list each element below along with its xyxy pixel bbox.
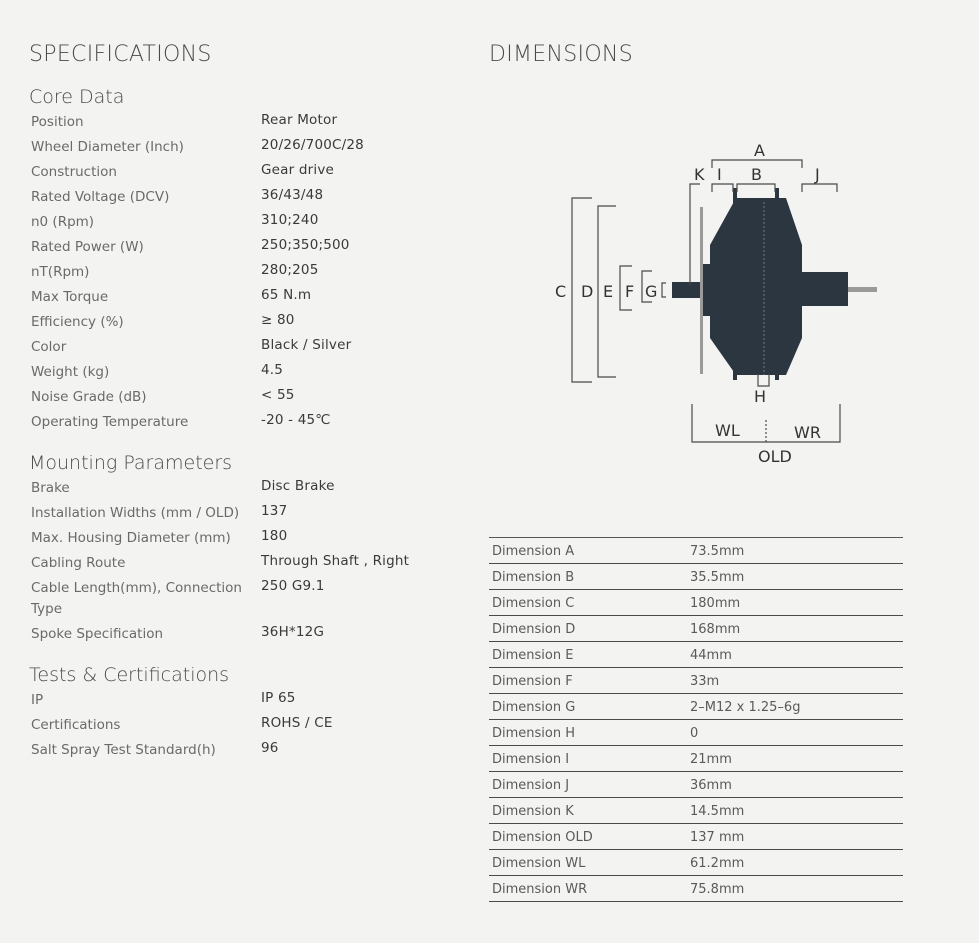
- dimension-row: [489, 590, 903, 616]
- spec-label: Certifications: [31, 717, 121, 733]
- spec-label: Rated Power (W): [31, 239, 144, 255]
- spec-value: 36H*12G: [261, 624, 325, 640]
- spec-row: [31, 688, 451, 713]
- spec-value: 20/26/700C/28: [261, 137, 364, 153]
- spec-label: Wheel Diameter (Inch): [31, 139, 184, 155]
- dimension-value: 33m: [690, 674, 720, 689]
- dimension-label: Dimension F: [492, 674, 573, 689]
- dimension-value: 75.8mm: [690, 882, 745, 897]
- dimension-label: Dimension E: [492, 648, 574, 663]
- dimension-label: Dimension A: [492, 544, 575, 559]
- spec-value: Gear drive: [261, 162, 335, 178]
- dimension-row: [489, 720, 903, 746]
- motor-housing: [710, 198, 802, 375]
- dimension-value: 180mm: [690, 596, 741, 611]
- spec-row: [31, 551, 451, 576]
- spec-label: Cable Length(mm), Connection Type: [31, 580, 242, 617]
- dimension-row: [489, 876, 903, 902]
- label-g: G: [645, 282, 658, 301]
- dimension-row: [489, 850, 903, 876]
- label-wr: WR: [794, 423, 821, 442]
- spec-value: 280;205: [261, 262, 319, 278]
- spec-row: [31, 738, 451, 763]
- spec-value: Disc Brake: [261, 478, 335, 494]
- motor-dimension-diagram: [540, 130, 890, 475]
- spec-row: [31, 410, 451, 435]
- spec-row: [31, 385, 451, 410]
- spec-value: 250;350;500: [261, 237, 350, 253]
- spec-row: [31, 501, 451, 526]
- spec-label: Brake: [31, 480, 70, 496]
- section-heading-tests-certifications: Tests & Certifications: [29, 664, 230, 686]
- spec-value: IP 65: [261, 690, 296, 706]
- dimension-value: 73.5mm: [690, 544, 745, 559]
- dimension-row: [489, 564, 903, 590]
- spec-row: [31, 360, 451, 385]
- spec-value: Black / Silver: [261, 337, 352, 353]
- spec-value: ROHS / CE: [261, 715, 333, 731]
- dimension-row: [489, 798, 903, 824]
- spec-label: n0 (Rpm): [31, 214, 95, 230]
- spec-row: [31, 110, 451, 135]
- spec-label: nT(Rpm): [31, 264, 90, 280]
- dimension-row: [489, 616, 903, 642]
- dimension-label: Dimension C: [492, 596, 575, 611]
- dimension-value: 44mm: [690, 648, 732, 663]
- spec-label: Color: [31, 339, 67, 355]
- spec-value: < 55: [261, 387, 295, 403]
- spec-row: [31, 576, 451, 622]
- spec-row: [31, 285, 451, 310]
- tests-certifications-table: [31, 688, 451, 763]
- label-b: B: [751, 165, 762, 184]
- flange-left: [733, 188, 737, 380]
- dimension-row: [489, 642, 903, 668]
- dimension-value: 35.5mm: [690, 570, 745, 585]
- spec-row: [31, 713, 451, 738]
- label-k: K: [694, 165, 705, 184]
- label-a: A: [754, 141, 765, 160]
- spec-value: 310;240: [261, 212, 319, 228]
- dimension-row: [489, 772, 903, 798]
- dimension-label: Dimension G: [492, 700, 576, 715]
- label-old: OLD: [758, 447, 792, 466]
- spec-value: 4.5: [261, 362, 284, 378]
- dimension-label: Dimension H: [492, 726, 576, 741]
- spec-label: Weight (kg): [31, 364, 110, 380]
- spec-label: Max Torque: [31, 289, 109, 305]
- spec-value: 137: [261, 503, 288, 519]
- dimension-label: Dimension I: [492, 752, 570, 767]
- spec-label: Position: [31, 114, 84, 130]
- spec-label: Salt Spray Test Standard(h): [31, 742, 216, 758]
- mounting-parameters-table: [31, 476, 451, 647]
- spec-row: [31, 526, 451, 551]
- dimension-label: Dimension WR: [492, 882, 588, 897]
- dimension-value: 2–M12 x 1.25–6g: [690, 700, 801, 715]
- spec-label: Spoke Specification: [31, 626, 164, 642]
- spec-row: [31, 260, 451, 285]
- label-h: H: [754, 387, 767, 406]
- spec-value: 36/43/48: [261, 187, 324, 203]
- spec-value: 250 G9.1: [261, 578, 325, 594]
- dimension-row: [489, 746, 903, 772]
- label-i: I: [717, 165, 722, 184]
- spec-value: -20 - 45℃: [261, 412, 331, 428]
- spec-value: 65 N.m: [261, 287, 312, 303]
- spec-label: Rated Voltage (DCV): [31, 189, 170, 205]
- dimension-label: Dimension D: [492, 622, 576, 637]
- spec-label: Construction: [31, 164, 117, 180]
- dimension-value: 168mm: [690, 622, 741, 637]
- spec-row: [31, 160, 451, 185]
- spec-label: IP: [31, 692, 44, 708]
- spec-label: Efficiency (%): [31, 314, 124, 330]
- spec-value: Rear Motor: [261, 112, 338, 128]
- dimension-row: [489, 824, 903, 850]
- dimension-label: Dimension J: [492, 778, 570, 793]
- spec-row: [31, 135, 451, 160]
- spec-value: ≥ 80: [261, 312, 295, 328]
- spec-row: [31, 235, 451, 260]
- section-heading-mounting-parameters: Mounting Parameters: [29, 452, 233, 474]
- spec-label: Operating Temperature: [31, 414, 189, 430]
- spec-row: [31, 210, 451, 235]
- dimension-value: 36mm: [690, 778, 732, 793]
- spec-value: 180: [261, 528, 288, 544]
- dimensions-title: DIMENSIONS: [489, 42, 633, 67]
- motor-drawing: [672, 188, 877, 380]
- spec-label: Noise Grade (dB): [31, 389, 147, 405]
- spec-row: [31, 476, 451, 501]
- label-c: C: [555, 282, 567, 301]
- core-data-table: [31, 110, 451, 435]
- dimension-value: 14.5mm: [690, 804, 745, 819]
- dimension-row: [489, 538, 903, 564]
- dimension-value: 21mm: [690, 752, 732, 767]
- spec-label: Cabling Route: [31, 555, 126, 571]
- dimension-label: Dimension WL: [492, 856, 586, 871]
- brake-disc: [700, 207, 703, 374]
- label-e: E: [603, 282, 614, 301]
- specifications-title: SPECIFICATIONS: [29, 42, 212, 67]
- spec-label: Max. Housing Diameter (mm): [31, 530, 231, 546]
- spec-row: [31, 185, 451, 210]
- flange-right: [775, 188, 779, 380]
- dimensions-table: [489, 537, 903, 902]
- spec-row: [31, 310, 451, 335]
- label-f: F: [625, 282, 635, 301]
- spec-value: 96: [261, 740, 279, 756]
- spec-value: Through Shaft , Right: [261, 553, 410, 569]
- spec-label: Installation Widths (mm / OLD): [31, 505, 240, 521]
- label-d: D: [581, 282, 594, 301]
- dimension-row: [489, 694, 903, 720]
- shaft-right-shoulder: [802, 272, 848, 306]
- dimension-value: 0: [690, 726, 699, 741]
- dimension-value: 61.2mm: [690, 856, 745, 871]
- spec-row: [31, 622, 451, 647]
- spec-row: [31, 335, 451, 360]
- label-j: J: [815, 165, 820, 184]
- dimension-label: Dimension B: [492, 570, 575, 585]
- dimension-label: Dimension K: [492, 804, 574, 819]
- section-heading-core-data: Core Data: [29, 86, 125, 108]
- dimension-row: [489, 668, 903, 694]
- label-wl: WL: [715, 421, 740, 440]
- axle-right: [845, 287, 877, 292]
- dimension-label: Dimension OLD: [492, 830, 593, 845]
- dimension-value: 137 mm: [690, 830, 745, 845]
